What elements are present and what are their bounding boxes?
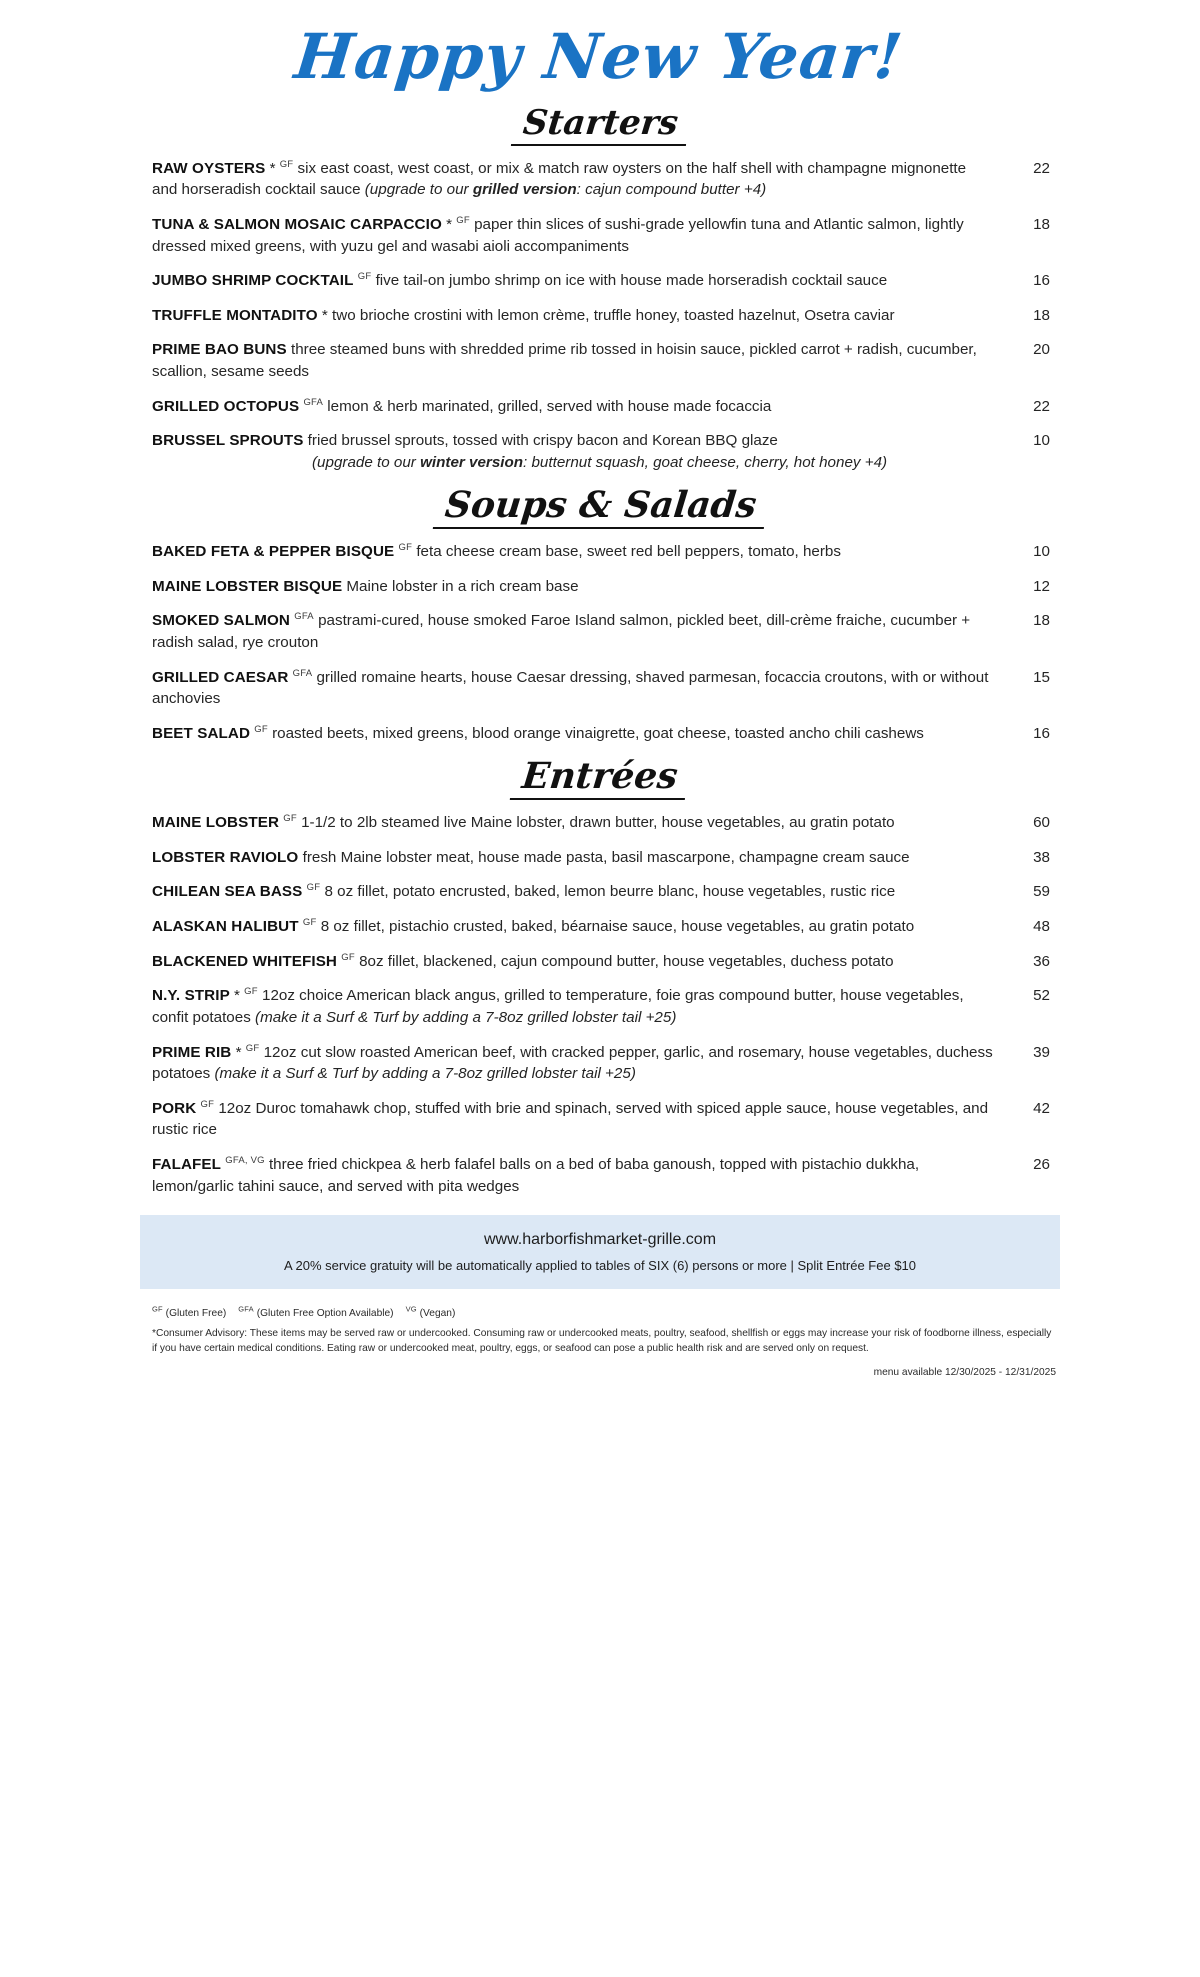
menu-item-name: LOBSTER RAVIOLO: [152, 848, 299, 866]
dietary-marker: GF: [398, 542, 413, 554]
dietary-marker: GF: [456, 214, 470, 226]
menu-item-name: N.Y. STRIP: [152, 987, 230, 1005]
menu-item-name: BAKED FETA & PEPPER BISQUE: [152, 543, 395, 561]
menu-item[interactable]: [120, 214, 1080, 257]
menu-item-text: [152, 1098, 1008, 1141]
fineprint: [120, 1289, 1080, 1357]
menu-item-price: 38: [1033, 848, 1050, 866]
menu-item-text: [152, 158, 1008, 201]
menu-item-price: 52: [1033, 987, 1050, 1005]
section-body: [120, 158, 1080, 474]
menu-item-text: [152, 214, 1008, 257]
menu-item-price: 36: [1033, 952, 1050, 970]
menu-item[interactable]: [120, 1098, 1080, 1141]
raw-item-asterisk: *: [229, 987, 240, 1005]
menu-item[interactable]: [120, 812, 1080, 834]
menu-item-price: 26: [1033, 1155, 1050, 1173]
dietary-legend: [152, 1303, 1056, 1321]
legend-entry: [238, 1304, 394, 1319]
menu-item-text: [152, 812, 1008, 834]
section-body: [120, 541, 1080, 744]
footer-band: [140, 1215, 1060, 1289]
menu-sections: [120, 103, 1080, 1197]
menu-item-price: 12: [1033, 577, 1050, 595]
dietary-marker: GFA, VG: [225, 1154, 265, 1166]
dietary-marker: GF: [306, 882, 321, 894]
menu-item[interactable]: [120, 270, 1080, 292]
raw-item-asterisk: *: [317, 306, 328, 324]
menu-item-price: 10: [1033, 543, 1050, 561]
menu-item[interactable]: [120, 847, 1080, 869]
menu-item-description: 8 oz fillet, potato encrusted, baked, lemon beurre blanc, house vegetables, rustic rice: [324, 883, 896, 901]
legend-marker: GFA: [238, 1304, 254, 1314]
website-text[interactable]: www.harborfishmarket-grille.com: [483, 1231, 717, 1249]
dietary-marker: GF: [302, 917, 317, 929]
dietary-marker: GF: [254, 723, 268, 735]
menu-item-text: [152, 541, 1008, 563]
legend-label: (Vegan): [419, 1307, 456, 1319]
menu-item-upgrade: [215, 1065, 636, 1082]
menu-item-description: paper thin slices of sushi-grade yellowfin tuna and Atlantic salmon, lightly dressed mixed greens, with yuzu gel and wasabi aioli accompaniments: [152, 215, 964, 255]
menu-item[interactable]: [120, 158, 1080, 201]
menu-item-description: 12oz Duroc tomahawk chop, stuffed with brie and spinach, served with spiced apple sauce, house vegetables, and rustic rice: [152, 1099, 989, 1139]
menu-item-price: 16: [1033, 272, 1050, 290]
menu-item-name: BLACKENED WHITEFISH: [152, 952, 337, 970]
dietary-marker: GF: [279, 158, 294, 170]
menu-item-price: 39: [1033, 1043, 1050, 1061]
menu-item-text: [152, 305, 1008, 327]
legend-label: (Gluten Free Option Available): [256, 1307, 394, 1319]
dietary-marker: GFA: [292, 667, 313, 679]
menu-item-description: pastrami-cured, house smoked Faroe Island salmon, pickled beet, dill-crème fraiche, cucumber + radish salad, rye crouton: [152, 612, 971, 651]
dietary-marker: GF: [244, 986, 258, 998]
dietary-marker: GFA: [294, 611, 314, 623]
menu-item-price: 20: [1033, 341, 1050, 359]
menu-item-price: 18: [1033, 215, 1050, 233]
menu-item-description: 12oz choice American black angus, grilled to temperature, foie gras compound butter, house vegetables, confit potatoes: [152, 987, 964, 1026]
section-body: [120, 812, 1080, 1197]
menu-item[interactable]: [120, 576, 1080, 598]
menu-item-name: ALASKAN HALIBUT: [152, 918, 299, 936]
menu-item-price: 42: [1033, 1099, 1050, 1117]
menu-item[interactable]: [120, 610, 1080, 653]
menu-item-name: BEET SALAD: [152, 724, 251, 742]
consumer-advisory: *Consumer Advisory: These items may be served raw or undercooked. Consuming raw or undercooked meats, poultry, seafood, shellfish or eggs may increase your risk of foodborne illness, especially if you have certain medical conditions. Eating raw or undercooked meat, poultry, eggs, or seafood can pose a public health risk and are served only on request.: [152, 1327, 1052, 1355]
menu-item-name: GRILLED CAESAR: [152, 668, 289, 686]
menu-item[interactable]: [120, 916, 1080, 938]
legend-label: (Gluten Free): [165, 1307, 227, 1319]
menu-item[interactable]: [120, 305, 1080, 327]
menu-item-description: 1-1/2 to 2lb steamed live Maine lobster, drawn butter, house vegetables, au gratin potato: [301, 814, 895, 832]
menu-item-text: [152, 985, 1008, 1028]
menu-item-description: three steamed buns with shredded prime rib tossed in hoisin sauce, pickled carrot + radish, cucumber, scallion, sesame seeds: [152, 341, 977, 380]
menu-item-price: 15: [1033, 668, 1050, 686]
section-soups: [120, 484, 1080, 744]
upgrade-prefix: (upgrade to our: [364, 181, 473, 199]
menu-item[interactable]: [120, 430, 1080, 473]
menu-item-description: fried brussel sprouts, tossed with crispy bacon and Korean BBQ glaze: [307, 432, 778, 450]
menu-item-text: [152, 430, 1008, 473]
menu-item-name: PRIME RIB: [152, 1043, 232, 1061]
menu-item-text: [152, 847, 1008, 869]
menu-item-text: [152, 881, 1008, 903]
menu-item-price: 18: [1033, 306, 1050, 324]
menu-item-text: [152, 396, 1008, 418]
section-title: Soups & Salads: [432, 487, 767, 529]
menu-item-price: 16: [1033, 724, 1050, 742]
menu-item-name: MAINE LOBSTER BISQUE: [152, 577, 343, 595]
menu-availability: menu available 12/30/2025 - 12/31/2025: [873, 1367, 1056, 1379]
menu-item-description: 8 oz fillet, pistachio crusted, baked, béarnaise sauce, house vegetables, au gratin potato: [320, 918, 915, 936]
menu-item[interactable]: [120, 1154, 1080, 1197]
dietary-marker: GF: [245, 1042, 260, 1054]
menu-item-name: BRUSSEL SPROUTS: [152, 432, 304, 450]
menu-item-text: [152, 1042, 1008, 1085]
menu-item-name: FALAFEL: [152, 1156, 222, 1174]
upgrade-prefix: (make it a Surf & Turf by adding a 7-8oz grilled lobster tail +25): [255, 1008, 677, 1026]
menu-item-name: GRILLED OCTOPUS: [152, 397, 300, 415]
menu-item-price: 48: [1033, 918, 1050, 936]
raw-item-asterisk: *: [231, 1043, 242, 1061]
menu-item-name: PORK: [152, 1099, 197, 1117]
menu-item-description: grilled romaine hearts, house Caesar dressing, shaved parmesan, focaccia croutons, with or without anchovies: [152, 668, 989, 708]
menu-item-text: [152, 1154, 1008, 1197]
upgrade-suffix: : cajun compound butter +4): [576, 181, 767, 199]
legend-entry: [152, 1304, 227, 1319]
section-header-soups: [120, 484, 1080, 529]
upgrade-suffix: : butternut squash, goat cheese, cherry, hot honey +4): [523, 453, 888, 471]
menu-item-upgrade: [365, 181, 766, 198]
menu-item[interactable]: [120, 541, 1080, 563]
section-title: Starters: [511, 106, 690, 146]
legend-marker: GF: [152, 1304, 163, 1314]
menu-item-text: [152, 667, 1008, 710]
menu-item-price: 59: [1033, 883, 1050, 901]
menu-item-name: CHILEAN SEA BASS: [152, 883, 303, 901]
menu-item-text: [152, 610, 1008, 653]
menu-item-name: TRUFFLE MONTADITO: [152, 306, 318, 324]
menu-item-name: PRIME BAO BUNS: [152, 341, 287, 359]
menu-item-price: 10: [1033, 432, 1050, 450]
menu-item[interactable]: [120, 396, 1080, 418]
menu-item-description: lemon & herb marinated, grilled, served with house made focaccia: [327, 397, 772, 415]
menu-item-description: five tail-on jumbo shrimp on ice with house made horseradish cocktail sauce: [375, 272, 888, 290]
menu-item-price: 22: [1033, 159, 1050, 177]
menu-item[interactable]: [120, 881, 1080, 903]
section-header-starters: [120, 103, 1080, 146]
legend-marker: VG: [405, 1304, 417, 1314]
menu-item-text: [152, 339, 1008, 382]
section-header-entrees: [120, 755, 1080, 800]
menu-item-text: [152, 916, 1008, 938]
menu-item[interactable]: [120, 339, 1080, 382]
upgrade-highlight: winter version: [420, 453, 524, 471]
raw-item-asterisk: *: [441, 215, 453, 233]
menu-item-price: 22: [1033, 397, 1050, 415]
menu-page: [120, 0, 1080, 1396]
menu-item-name: JUMBO SHRIMP COCKTAIL: [152, 272, 354, 290]
menu-item-text: [152, 576, 1008, 598]
menu-item-name: SMOKED SALMON: [152, 612, 290, 630]
menu-item-name: MAINE LOBSTER: [152, 814, 280, 832]
section-starters: [120, 103, 1080, 473]
page-title: Happy New Year!: [291, 20, 907, 93]
upgrade-prefix: (make it a Surf & Turf by adding a 7-8oz grilled lobster tail +25): [214, 1065, 636, 1083]
menu-item-text: [152, 270, 1008, 292]
menu-item[interactable]: [120, 951, 1080, 973]
upgrade-prefix: (upgrade to our: [312, 453, 421, 471]
menu-item-text: [152, 951, 1008, 973]
menu-item-description: two brioche crostini with lemon crème, truffle honey, toasted hazelnut, Osetra caviar: [332, 306, 895, 324]
menu-item-description: 8oz fillet, blackened, cajun compound butter, house vegetables, duchess potato: [359, 952, 894, 970]
section-title: Entrées: [510, 758, 690, 800]
menu-item[interactable]: [120, 723, 1080, 745]
menu-item-description: fresh Maine lobster meat, house made pasta, basil mascarpone, champagne cream sauce: [302, 848, 910, 866]
menu-item[interactable]: [120, 1042, 1080, 1085]
raw-item-asterisk: *: [265, 159, 276, 177]
menu-item[interactable]: [120, 985, 1080, 1028]
menu-item-description: 12oz cut slow roasted American beef, with cracked pepper, garlic, and rosemary, house vegetables, duchess potatoes: [152, 1043, 993, 1083]
menu-item-description: six east coast, west coast, or mix & match raw oysters on the half shell with champagne mignonette and horseradish cocktail sauce: [152, 159, 967, 199]
dietary-marker: GF: [283, 813, 297, 825]
upgrade-highlight: grilled version: [472, 181, 577, 199]
menu-item-upgrade: [255, 1009, 676, 1026]
menu-item-name: RAW OYSTERS: [152, 159, 266, 177]
gratuity-note: A 20% service gratuity will be automatically applied to tables of SIX (6) persons or more | Split Entrée Fee $10: [283, 1258, 917, 1274]
dietary-marker: GF: [341, 951, 355, 963]
menu-item-name: TUNA & SALMON MOSAIC CARPACCIO: [152, 215, 442, 233]
section-entrees: [120, 755, 1080, 1197]
dietary-marker: GF: [357, 271, 372, 283]
menu-item-price: 60: [1033, 814, 1050, 832]
menu-item-price: 18: [1033, 612, 1050, 630]
dietary-marker: GF: [200, 1098, 215, 1110]
menu-item-description: feta cheese cream base, sweet red bell peppers, tomato, herbs: [416, 543, 841, 561]
menu-item-description: three fried chickpea & herb falafel balls on a bed of baba ganoush, topped with pistachio dukkha, lemon/garlic tahini sauce, and served with pita wedges: [152, 1156, 920, 1195]
legend-entry: [405, 1304, 456, 1319]
menu-item-upgrade: [152, 452, 994, 474]
menu-item[interactable]: [120, 667, 1080, 710]
menu-item-text: [152, 723, 1008, 745]
dietary-marker: GFA: [303, 396, 324, 408]
menu-item-description: Maine lobster in a rich cream base: [346, 577, 579, 595]
menu-item-description: roasted beets, mixed greens, blood orange vinaigrette, goat cheese, toasted ancho chili cashews: [272, 724, 924, 742]
